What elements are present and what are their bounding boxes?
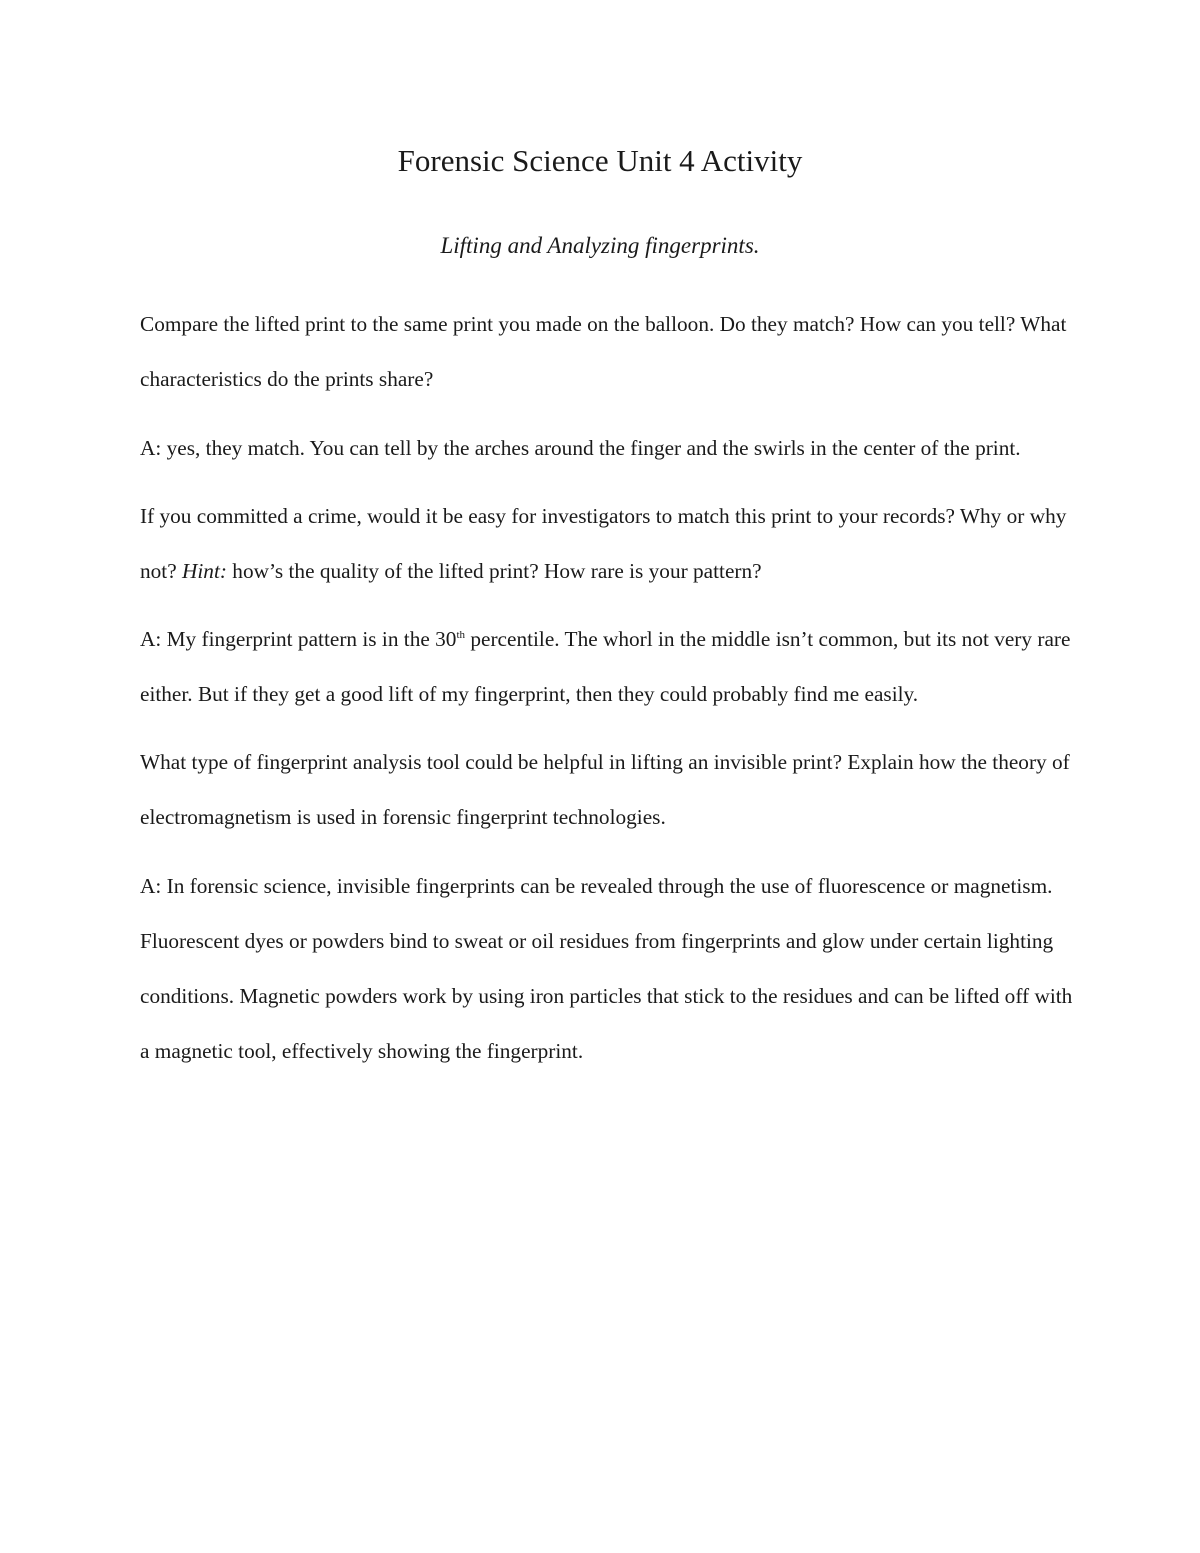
document-subtitle: Lifting and Analyzing fingerprints. (440, 233, 760, 258)
answer-2-continuation: percentile. The whorl in the middle isn’t common, but its not very rare either. But if they get a good lift of my fingerprint, then they could probably find me easily. (140, 627, 1071, 706)
answer-1: A: yes, they match. You can tell by the arches around the finger and the swirls in the center of the print. (140, 436, 1021, 460)
answer-2-text: A: My fingerprint pattern is in the 30 (140, 627, 457, 651)
answer-3: A: In forensic science, invisible fingerprints can be revealed through the use of fluorescence or magnetism. Fluorescent dyes or powders bind to sweat or oil residues from fingerprints and glow under certain lighting conditions. Magnetic powders work by using iron particles that stick to the residues and can be lifted off with a magnetic tool, effectively showing the fingerprint. (140, 874, 1073, 1063)
document-title: Forensic Science Unit 4 Activity (397, 143, 803, 178)
document-body (140, 297, 1075, 1093)
question-1: Compare the lifted print to the same print you made on the balloon. Do they match? How can you tell? What characteristics do the prints share? (140, 312, 1067, 391)
question-2-text: If you committed a crime, would it be easy for investigators to match this print to your records? Why or why not? (140, 504, 1067, 583)
answer-2 (140, 612, 1075, 722)
hint-label: Hint: (182, 559, 227, 583)
question-2 (140, 489, 1075, 599)
question-3: What type of fingerprint analysis tool could be helpful in lifting an invisible print? Explain how the theory of electromagnetism is used in forensic fingerprint technologies. (140, 750, 1070, 829)
question-2-hint-text: how’s the quality of the lifted print? How rare is your pattern? (226, 559, 762, 583)
ordinal-suffix: th (456, 628, 466, 641)
